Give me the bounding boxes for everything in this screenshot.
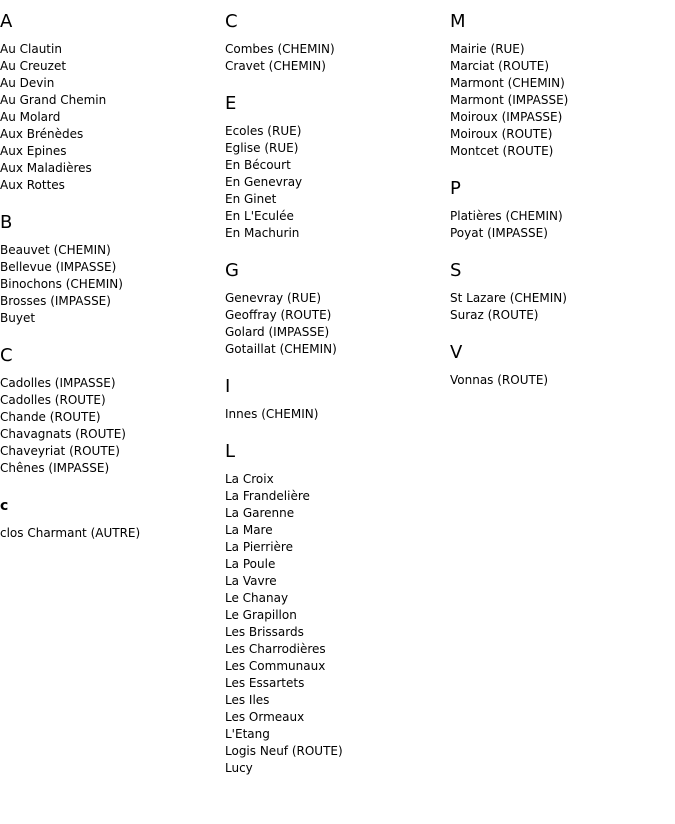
street-link[interactable]: Ecoles (RUE): [225, 124, 302, 138]
street-link[interactable]: La Pierrière: [225, 540, 293, 554]
street-link[interactable]: Les Communaux: [225, 659, 326, 673]
letter-heading: G: [225, 260, 239, 281]
street-link[interactable]: Vonnas (ROUTE): [450, 373, 549, 387]
street-link[interactable]: Beauvet (CHEMIN): [0, 243, 111, 257]
street-list: [0, 525, 225, 542]
street-link[interactable]: Au Clautin: [0, 42, 62, 56]
street-link[interactable]: Mairie (RUE): [450, 42, 525, 56]
street-link[interactable]: L'Etang: [225, 727, 270, 741]
letter-group: [0, 11, 225, 194]
street-link[interactable]: Buyet: [0, 311, 36, 325]
street-list: [450, 208, 675, 242]
street-link[interactable]: Le Chanay: [225, 591, 289, 605]
letter-group: [450, 342, 675, 389]
street-link[interactable]: Innes (CHEMIN): [225, 407, 319, 421]
street-link[interactable]: Binochons (CHEMIN): [0, 277, 123, 291]
street-link[interactable]: La Garenne: [225, 506, 295, 520]
street-link[interactable]: Les Brissards: [225, 625, 304, 639]
street-link[interactable]: Aux Brénèdes: [0, 127, 84, 141]
street-link[interactable]: Chande (ROUTE): [0, 410, 101, 424]
street-link[interactable]: Geoffray (ROUTE): [225, 308, 332, 322]
street-link[interactable]: Les Essartets: [225, 676, 305, 690]
index-column-3: [450, 11, 675, 407]
street-link[interactable]: Cravet (CHEMIN): [225, 59, 326, 73]
street-link[interactable]: La Mare: [225, 523, 273, 537]
letter-heading: c: [0, 498, 9, 514]
letter-group: [0, 212, 225, 327]
street-list: [450, 290, 675, 324]
letter-heading: S: [450, 260, 462, 281]
street-link[interactable]: Au Creuzet: [0, 59, 67, 73]
street-list: [0, 41, 225, 194]
street-list: [225, 406, 450, 423]
street-link[interactable]: Poyat (IMPASSE): [450, 226, 548, 240]
letter-heading: P: [450, 178, 461, 199]
street-link[interactable]: Bellevue (IMPASSE): [0, 260, 117, 274]
street-link[interactable]: La Croix: [225, 472, 274, 486]
street-link[interactable]: En Bécourt: [225, 158, 291, 172]
letter-heading: A: [0, 11, 13, 32]
letter-group: [450, 11, 675, 160]
letter-group: [0, 495, 225, 542]
street-list: [450, 372, 675, 389]
street-link[interactable]: Brosses (IMPASSE): [0, 294, 111, 308]
street-list: [0, 375, 225, 477]
street-link[interactable]: Logis Neuf (ROUTE): [225, 744, 343, 758]
street-link[interactable]: La Frandelière: [225, 489, 310, 503]
street-link[interactable]: Combes (CHEMIN): [225, 42, 335, 56]
street-link[interactable]: Chaveyriat (ROUTE): [0, 444, 120, 458]
street-list: [450, 41, 675, 160]
street-list: [0, 242, 225, 327]
letter-heading: C: [225, 11, 238, 32]
street-link[interactable]: Moiroux (IMPASSE): [450, 110, 563, 124]
street-link[interactable]: Au Devin: [0, 76, 55, 90]
street-link[interactable]: Moiroux (ROUTE): [450, 127, 553, 141]
street-link[interactable]: La Poule: [225, 557, 276, 571]
letter-group: [225, 441, 450, 777]
letter-heading: V: [450, 342, 463, 363]
street-link[interactable]: Le Grapillon: [225, 608, 297, 622]
street-link[interactable]: Gotaillat (CHEMIN): [225, 342, 337, 356]
street-link[interactable]: St Lazare (CHEMIN): [450, 291, 567, 305]
street-link[interactable]: Cadolles (ROUTE): [0, 393, 106, 407]
street-link[interactable]: Platières (CHEMIN): [450, 209, 563, 223]
letter-heading: B: [0, 212, 13, 233]
letter-group: [225, 260, 450, 358]
street-link[interactable]: Aux Epines: [0, 144, 67, 158]
street-link[interactable]: Marmont (CHEMIN): [450, 76, 565, 90]
street-list: [225, 123, 450, 242]
street-link[interactable]: En L'Eculée: [225, 209, 294, 223]
letter-group: [0, 345, 225, 477]
letter-heading: L: [225, 441, 236, 462]
letter-group: [450, 178, 675, 242]
street-link[interactable]: Au Molard: [0, 110, 61, 124]
street-link[interactable]: Aux Rottes: [0, 178, 65, 192]
street-link[interactable]: Les Iles: [225, 693, 270, 707]
street-link[interactable]: Suraz (ROUTE): [450, 308, 539, 322]
street-link[interactable]: La Vavre: [225, 574, 277, 588]
letter-heading: M: [450, 11, 466, 32]
street-link[interactable]: En Ginet: [225, 192, 277, 206]
street-link[interactable]: Golard (IMPASSE): [225, 325, 330, 339]
street-link[interactable]: Genevray (RUE): [225, 291, 322, 305]
street-link[interactable]: Montcet (ROUTE): [450, 144, 554, 158]
letter-group: [225, 93, 450, 242]
letter-group: [450, 260, 675, 324]
street-link[interactable]: Chavagnats (ROUTE): [0, 427, 126, 441]
letter-heading: C: [0, 345, 13, 366]
letter-heading: E: [225, 93, 237, 114]
street-link[interactable]: clos Charmant (AUTRE): [0, 526, 141, 540]
street-link[interactable]: Aux Maladières: [0, 161, 92, 175]
street-link[interactable]: Les Charrodières: [225, 642, 326, 656]
street-link[interactable]: Eglise (RUE): [225, 141, 299, 155]
street-link[interactable]: Les Ormeaux: [225, 710, 305, 724]
street-link[interactable]: Marmont (IMPASSE): [450, 93, 569, 107]
street-list: [225, 471, 450, 777]
letter-group: [225, 11, 450, 75]
street-link[interactable]: En Genevray: [225, 175, 303, 189]
street-list: [225, 290, 450, 358]
street-link[interactable]: Chênes (IMPASSE): [0, 461, 110, 475]
index-column-1: [0, 11, 225, 560]
letter-group: [225, 376, 450, 423]
street-link[interactable]: Marciat (ROUTE): [450, 59, 550, 73]
street-link[interactable]: Au Grand Chemin: [0, 93, 107, 107]
street-link[interactable]: Cadolles (IMPASSE): [0, 376, 116, 390]
street-link[interactable]: Lucy: [225, 761, 253, 775]
index-column-2: [225, 11, 450, 795]
street-list: [225, 41, 450, 75]
street-link[interactable]: En Machurin: [225, 226, 300, 240]
letter-heading: I: [225, 376, 231, 397]
